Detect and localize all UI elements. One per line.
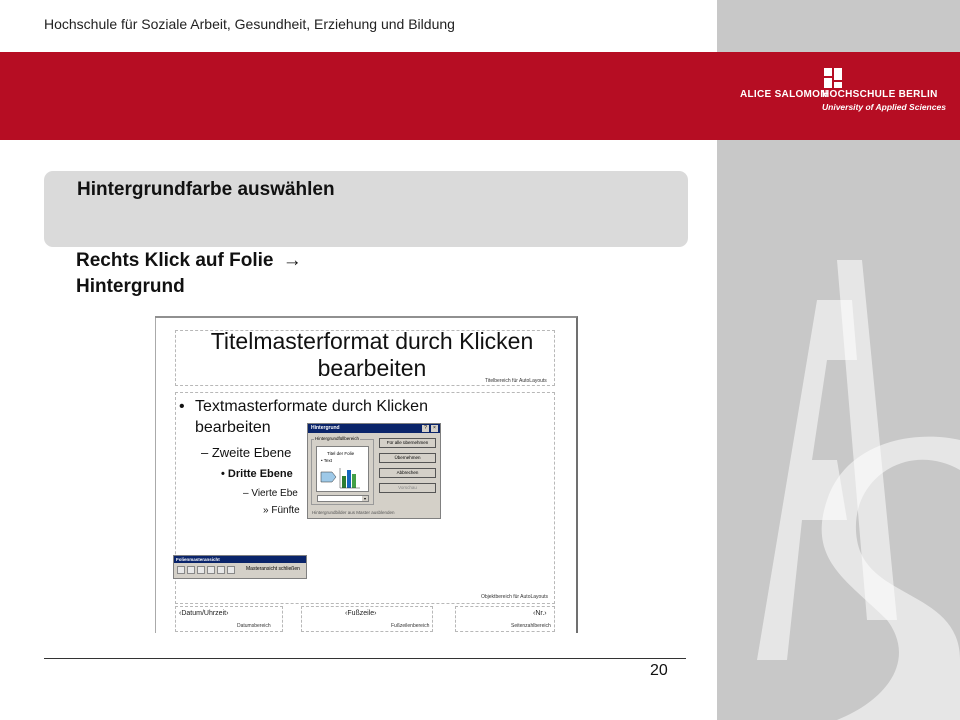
rename-master-icon[interactable]	[217, 566, 225, 574]
logo-left-text: ALICE SALOMON	[740, 89, 828, 100]
slide-title: Hintergrundfarbe auswählen	[77, 179, 335, 200]
delete-master-icon[interactable]	[197, 566, 205, 574]
instruction-line1: Rechts Klick auf Folie	[76, 250, 274, 271]
bullet-level1: Textmasterformate durch Klicken	[195, 398, 428, 415]
footer-text-label: Fußzeilenbereich	[391, 623, 430, 629]
insert-title-master-icon[interactable]	[187, 566, 195, 574]
bullet-level5: » Fünfte	[263, 505, 300, 516]
preview-chart-icon	[318, 466, 368, 490]
preview-bullet: • Text	[321, 458, 332, 463]
help-icon[interactable]: ?	[422, 425, 429, 432]
master-title: Titelmasterformat durch Klicken bearbeiten	[210, 328, 534, 381]
page-number: 20	[650, 662, 668, 679]
close-master-view-button[interactable]: Masteransicht schließen	[246, 566, 300, 572]
footer-date: ‹Datum/Uhrzeit›	[179, 610, 229, 617]
footer-divider	[44, 658, 686, 659]
institution-label: Hochschule für Soziale Arbeit, Gesundheit, Erziehung und Bildung	[44, 16, 455, 32]
preserve-master-icon[interactable]	[207, 566, 215, 574]
title-area-label: Titelbereich für AutoLayouts	[485, 378, 547, 384]
apply-all-button[interactable]: Für alle übernehmen	[379, 438, 436, 448]
powerpoint-screenshot: Titelmasterformat durch Klicken bearbeiten Titelbereich für AutoLayouts • Textmasterformate durch Klicken bearbeiten – Zweite Ebene • Dritte Ebene – Vierte Ebe » Fünfte Objektbereich für AutoLayouts ‹Datum/Uhrzeit› Datumsbereich ‹Fußzeile› Fußzeilenbereich ‹Nr.› Seitenzahlbereich Hintergrund ? × Hintergrundfüllbereich Titel der Folie • Text ▾ Für alle übernehmen Übernehmen Abbrechen Vorschau Hintergrundbilder aus Master ausblenden Folienmasteransicht Masteransicht schließen	[155, 316, 578, 633]
footer-number-label: Seitenzahlbereich	[511, 623, 551, 629]
slide-preview	[316, 446, 369, 492]
toolbar-title: Folienmasteransicht	[174, 556, 306, 563]
arrow-right-icon: →	[282, 250, 302, 271]
university-logo	[738, 68, 946, 126]
bullet-level3: • Dritte Ebene	[221, 468, 293, 480]
close-icon[interactable]: ×	[431, 425, 438, 432]
footer-text: ‹Fußzeile›	[345, 610, 377, 617]
background-dialog	[307, 423, 441, 519]
master-layout-icon[interactable]	[227, 566, 235, 574]
bullet-level2: – Zweite Ebene	[201, 445, 292, 460]
footer-number: ‹Nr.›	[533, 610, 547, 617]
footer-date-label: Datumsbereich	[237, 623, 271, 629]
insert-slide-master-icon[interactable]	[177, 566, 185, 574]
master-toolbar	[173, 555, 307, 579]
object-area-label: Objektbereich für AutoLayouts	[481, 594, 548, 600]
logo-subtitle: University of Applied Sciences	[822, 102, 946, 112]
apply-button[interactable]: Übernehmen	[379, 453, 436, 463]
preview-button[interactable]: Vorschau	[379, 483, 436, 493]
instruction-line2: Hintergrund	[76, 276, 185, 297]
color-combo[interactable]	[317, 495, 369, 502]
cancel-button[interactable]: Abbrechen	[379, 468, 436, 478]
dialog-titlebar: Hintergrund	[308, 424, 440, 433]
preview-title: Titel der Folie	[327, 451, 355, 456]
logo-mark-icon	[824, 68, 850, 90]
bullet-level1-cont: bearbeiten	[195, 419, 271, 436]
group-label: Hintergrundfüllbereich	[315, 436, 360, 441]
screenshot-edge	[155, 318, 156, 633]
instruction-text	[76, 248, 302, 300]
chevron-down-icon[interactable]: ▾	[363, 496, 366, 501]
logo-right-text: HOCHSCHULE BERLIN	[822, 89, 938, 100]
bullet-level4: – Vierte Ebe	[243, 488, 298, 499]
slide-title-box	[44, 171, 688, 247]
hide-master-checkbox[interactable]: Hintergrundbilder aus Master ausblenden	[312, 510, 395, 515]
